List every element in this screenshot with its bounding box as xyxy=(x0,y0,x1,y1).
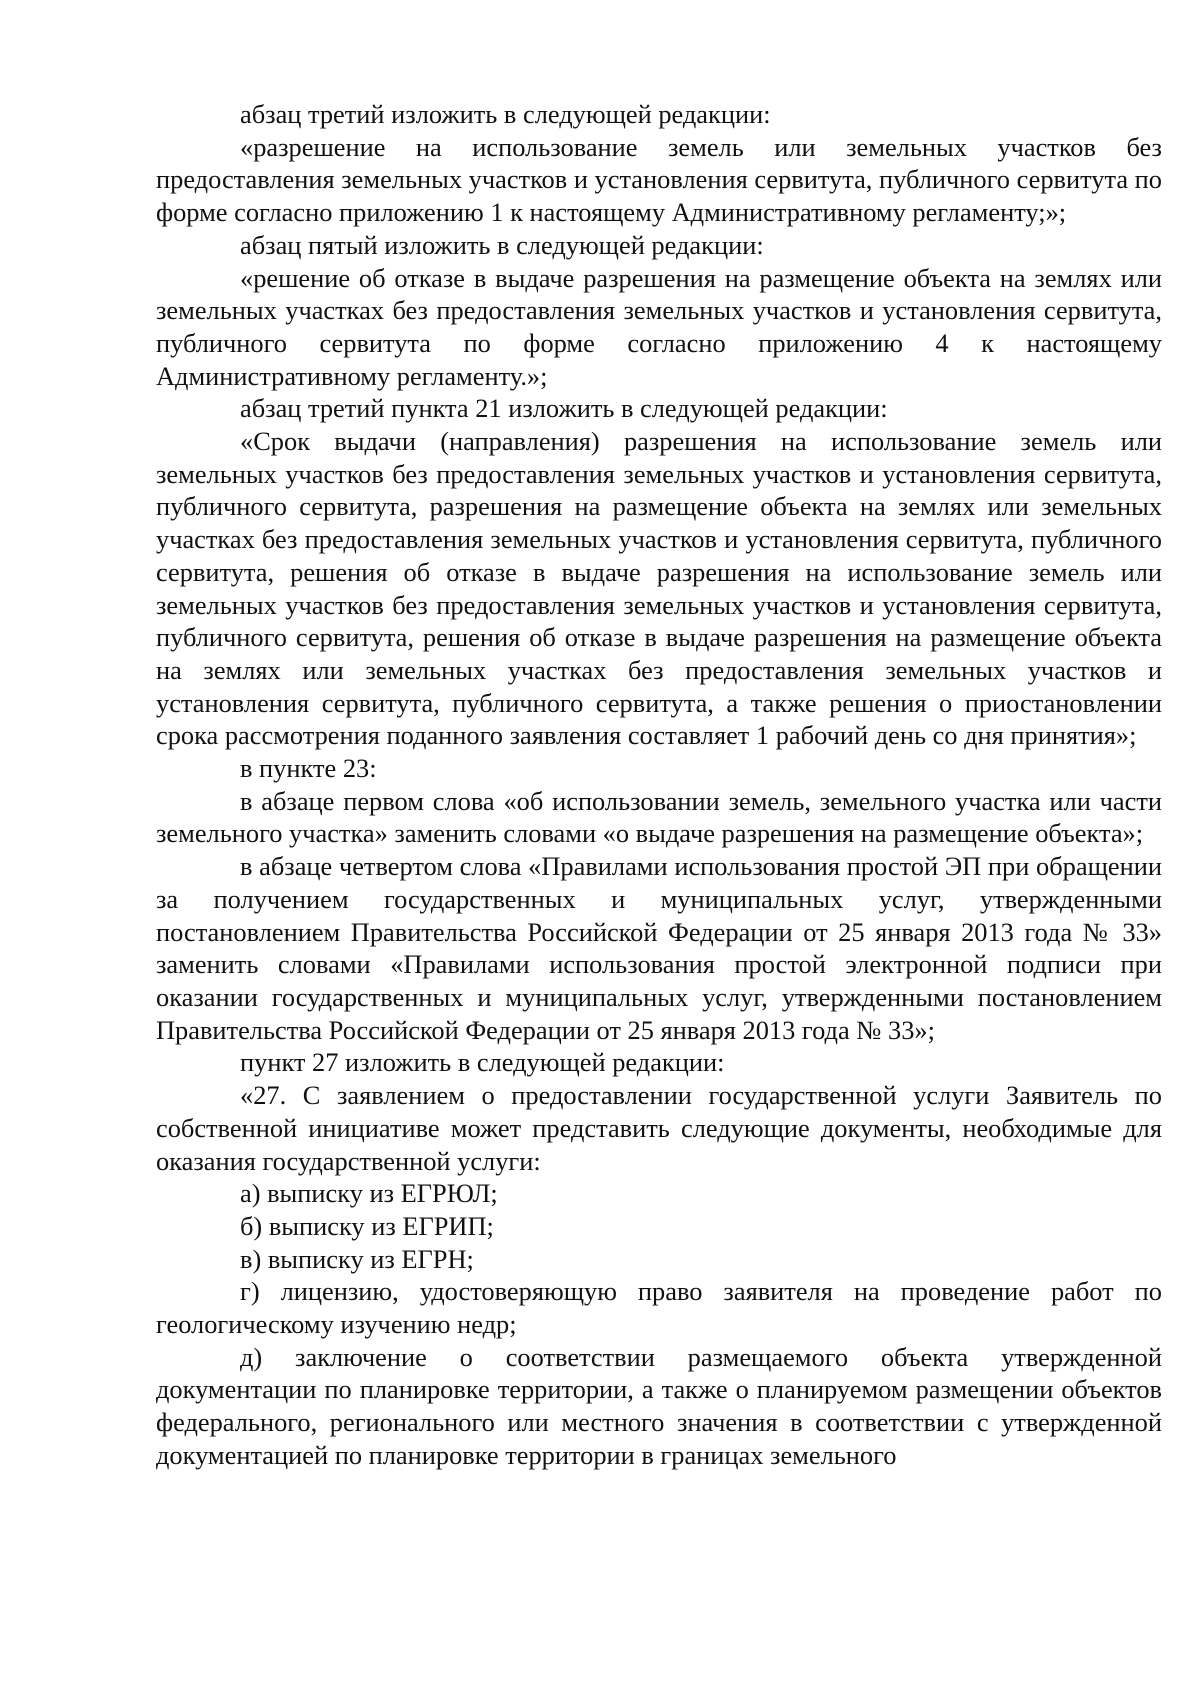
list-item: в) выписку из ЕГРН; xyxy=(240,1243,474,1274)
paragraph: «разрешение на использование земель или земельных участков без предоставления земельных участков и установления сервитута, публичного сервитута по форме согласно приложению 1 к настоящему Административному регламенту;»; xyxy=(156,131,1162,228)
paragraph: в пункте 23: xyxy=(240,753,377,784)
list-item: б) выписку из ЕГРИП; xyxy=(240,1210,494,1241)
paragraph: абзац пятый изложить в следующей редакции: xyxy=(240,229,764,260)
paragraph: абзац третий изложить в следующей редакции: xyxy=(240,99,771,129)
paragraph: в абзаце четвертом слова «Правилами использования простой ЭП при обращении за получением государственных и муниципальных услуг, утвержденными постановлением Правительства Российской Федерации от 25 января 2013 года № 33» заменить словами «Правилами использования простой электронной подписи при оказании государственных и муниципальных услуг, утвержденными постановлением Правительства Российской Федерации от 25 января 2013 года № 33»; xyxy=(156,851,1162,1045)
paragraph: пункт 27 изложить в следующей редакции: xyxy=(240,1047,725,1078)
paragraph: «27. С заявлением о предоставлении государственной услуги Заявитель по собственной инициативе может представить следующие документы, необходимые для оказания государственной услуги: xyxy=(156,1080,1162,1176)
paragraph: в абзаце первом слова «об использовании земель, земельного участка или части земельного участка» заменить словами «о выдаче разрешения на размещение объекта»; xyxy=(156,785,1162,849)
document-body xyxy=(156,98,1162,1472)
paragraph: «решение об отказе в выдаче разрешения на размещение объекта на землях или земельных участках без предоставления земельных участков и установления сервитута, публичного сервитута по форме согласно приложению 4 к настоящему Административному регламенту.»; xyxy=(156,262,1162,391)
list-item: д) заключение о соответствии размещаемого объекта утвержденной документации по планировке территории, а также о планируемом размещении объектов федерального, регионального или местного значения в соответствии с утвержденной документацией по планировке территории в границах земельного xyxy=(156,1341,1162,1470)
list-item: а) выписку из ЕГРЮЛ; xyxy=(240,1178,498,1209)
paragraph: «Срок выдачи (направления) разрешения на использование земель или земельных участков без предоставления земельных участков и установления сервитута, публичного сервитута, разрешения на размещение объекта на землях или земельных участках без предоставления земельных участков и установления сервитута, публичного сервитута, решения об отказе в выдаче разрешения на использование земель или земельных участков без предоставления земельных участков и установления сервитута, публичного сервитута, решения об отказе в выдаче разрешения на размещение объекта на землях или земельных участках без предоставления земельных участков и установления сервитута, публичного сервитута, а также решения о приостановлении срока рассмотрения поданного заявления составляет 1 рабочий день со дня принятия»; xyxy=(156,426,1162,751)
paragraph: абзац третий пункта 21 изложить в следующей редакции: xyxy=(240,393,888,424)
list-item: г) лицензию, удостоверяющую право заявителя на проведение работ по геологическому изучению недр; xyxy=(156,1276,1162,1340)
